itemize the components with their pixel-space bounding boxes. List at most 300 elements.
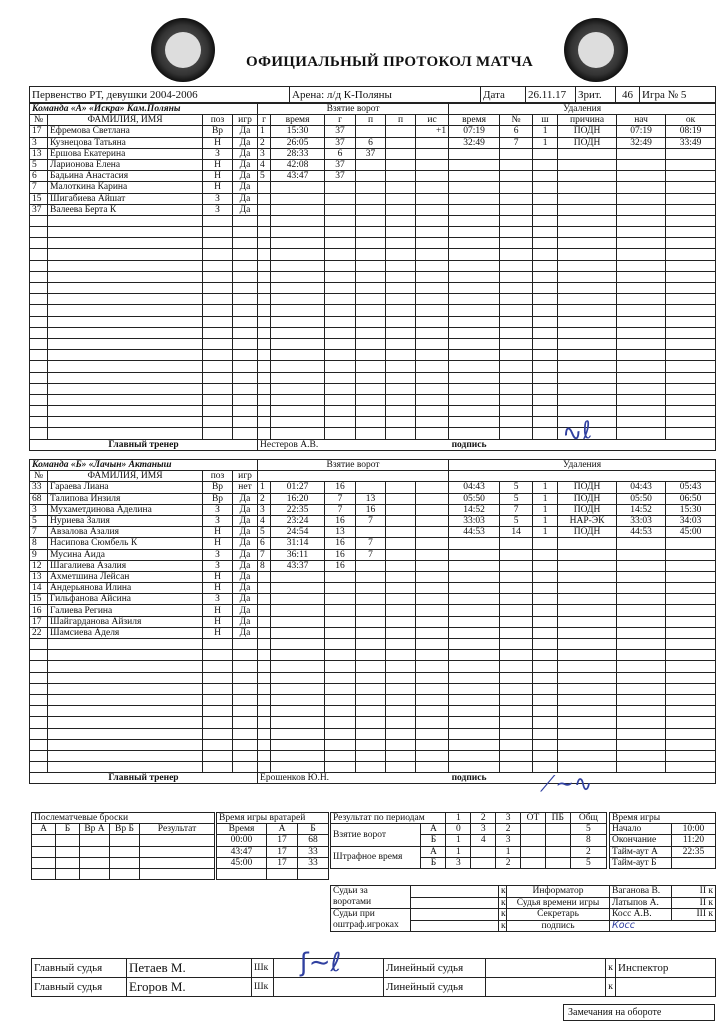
goal-time: [271, 706, 325, 717]
player-name: [48, 661, 203, 672]
penalty-start: [617, 739, 666, 750]
gk-title: Время игры вратарей: [217, 813, 329, 824]
goal-time: 15:30: [271, 126, 325, 137]
penalty-player: [500, 327, 533, 338]
goal-number: [258, 728, 271, 739]
player-name: [48, 683, 203, 694]
player-name: [48, 428, 203, 439]
player-position: [203, 249, 233, 260]
goal-number: [258, 594, 271, 605]
penalty-min: [533, 316, 558, 327]
player-position: [203, 294, 233, 305]
player-played: Да: [233, 594, 258, 605]
penalty-reason: [558, 193, 617, 204]
goal-scorer: 16: [325, 549, 356, 560]
goal-assist-1: [356, 672, 386, 683]
penalty-reason: [558, 661, 617, 672]
col-pnum: №: [500, 115, 533, 126]
penalty-start: [617, 249, 666, 260]
player-played: [233, 350, 258, 361]
goal-situation: [416, 193, 449, 204]
goal-scorer: 16: [325, 538, 356, 549]
penalty-reason: [558, 305, 617, 316]
goal-assist-2: [386, 661, 416, 672]
penalty-reason: [558, 338, 617, 349]
player-position: Вр: [203, 126, 233, 137]
team-a-coach: Нестеров А.В.: [258, 439, 500, 450]
player-number: [30, 271, 48, 282]
player-number: [30, 215, 48, 226]
player-number: [30, 762, 48, 773]
goal-time: [271, 294, 325, 305]
table-row: [30, 283, 716, 294]
goal-number: 4: [258, 159, 271, 170]
goal-assist-1: [356, 394, 386, 405]
player-number: [30, 706, 48, 717]
penalty-reason: [558, 294, 617, 305]
player-number: [30, 238, 48, 249]
goal-number: [258, 683, 271, 694]
player-played: Да: [233, 204, 258, 215]
goal-assist-2: [386, 283, 416, 294]
table-row: [30, 193, 716, 204]
penalty-end: [666, 204, 716, 215]
penalty-reason: [558, 350, 617, 361]
player-number: 16: [30, 605, 48, 616]
player-position: [203, 238, 233, 249]
goal-time: [271, 406, 325, 417]
linesman-label-1: Линейный судья: [384, 959, 486, 978]
penalty-min: [533, 661, 558, 672]
goal-number: [258, 639, 271, 650]
penalty-player: [500, 394, 533, 405]
player-played: [233, 338, 258, 349]
goal-time: [271, 672, 325, 683]
goal-assist-2: [386, 294, 416, 305]
goal-number: 2: [258, 137, 271, 148]
game-time-value: 22:35: [672, 846, 716, 857]
goal-assist-1: [356, 327, 386, 338]
goal-assist-2: [386, 249, 416, 260]
player-played: [233, 672, 258, 683]
penalty-time: [449, 283, 500, 294]
penalty-player: [500, 305, 533, 316]
player-number: [30, 394, 48, 405]
player-number: 3: [30, 504, 48, 515]
goal-scorer: [325, 639, 356, 650]
team-b-title: Команда «Б» «Лачын» Актаныш: [30, 460, 258, 471]
gk-cell: 00:00: [217, 835, 267, 846]
period-col: 1: [446, 813, 471, 824]
penalty-min: [533, 193, 558, 204]
player-position: [203, 350, 233, 361]
penalty-player: [500, 672, 533, 683]
penalty-player: 7: [500, 137, 533, 148]
table-row: [30, 148, 716, 159]
goal-assist-2: [386, 762, 416, 773]
penalty-end: 45:00: [666, 527, 716, 538]
penalty-start: [617, 372, 666, 383]
goal-number: [258, 650, 271, 661]
goal-assist-2: [386, 316, 416, 327]
gk-cell: 68: [298, 835, 329, 846]
goal-assist-2: [386, 171, 416, 182]
goal-assist-2: [386, 182, 416, 193]
player-position: [203, 361, 233, 372]
penalty-start: [617, 327, 666, 338]
player-position: Н: [203, 182, 233, 193]
goal-assist-2: [386, 372, 416, 383]
header-table: [29, 86, 716, 103]
player-name: Ефремова Светлана: [48, 126, 203, 137]
col-sh: ш: [533, 115, 558, 126]
player-position: [203, 406, 233, 417]
goal-time: [271, 605, 325, 616]
player-position: Н: [203, 159, 233, 170]
goal-number: 7: [258, 549, 271, 560]
penalty-min: [533, 204, 558, 215]
goal-assist-2: [386, 271, 416, 282]
period-col: ПБ: [545, 813, 570, 824]
penalty-time: [449, 316, 500, 327]
penalty-min: [533, 417, 558, 428]
goal-time: [271, 683, 325, 694]
player-name: Галиева Регина: [48, 605, 203, 616]
player-number: 13: [30, 571, 48, 582]
penalty-player: 5: [500, 482, 533, 493]
goal-time: 28:33: [271, 148, 325, 159]
player-number: [30, 283, 48, 294]
penalty-min: [533, 605, 558, 616]
col-pp: п: [386, 115, 416, 126]
penalty-player: [500, 159, 533, 170]
table-row: [30, 538, 716, 549]
referees-final: Главный судья Петаев М. Шк Линейный судья к Инспектор Главный судья Егоров М. Шк Линейный судья к: [31, 958, 716, 997]
player-name: [48, 283, 203, 294]
goal-time: 42:08: [271, 159, 325, 170]
penalty-end: 08:19: [666, 126, 716, 137]
penalty-end: 15:30: [666, 504, 716, 515]
goal-time: [271, 249, 325, 260]
goal-assist-1: [356, 383, 386, 394]
goal-assist-2: [386, 159, 416, 170]
player-number: 17: [30, 616, 48, 627]
gk-cell: 17: [267, 835, 298, 846]
player-played: [233, 327, 258, 338]
goal-number: 1: [258, 482, 271, 493]
goal-scorer: 16: [325, 515, 356, 526]
player-played: [233, 417, 258, 428]
player-number: 6: [30, 171, 48, 182]
period-cell: 5: [570, 824, 606, 835]
penalty-player: [500, 661, 533, 672]
penalty-time: 44:53: [449, 527, 500, 538]
player-number: 13: [30, 148, 48, 159]
player-number: [30, 305, 48, 316]
period-cell: [545, 846, 570, 857]
table-row: [30, 706, 716, 717]
table-row: [30, 383, 716, 394]
table-row: [30, 260, 716, 271]
penalty-start: [617, 717, 666, 728]
penalty-reason: [558, 694, 617, 705]
penalty-min: 1: [533, 126, 558, 137]
pen-row-label: Штрафное время: [331, 846, 421, 868]
goal-number: [258, 350, 271, 361]
goal-situation: [416, 627, 449, 638]
penalty-end: 33:49: [666, 137, 716, 148]
period-col: 3: [496, 813, 521, 824]
goal-situation: [416, 549, 449, 560]
player-number: [30, 227, 48, 238]
tatarstan-emblem-logo: [151, 18, 215, 82]
penalty-end: [666, 227, 716, 238]
penalty-reason: [558, 327, 617, 338]
penalty-time: [449, 171, 500, 182]
period-cell: Б: [421, 857, 446, 868]
table-row: [30, 571, 716, 582]
player-name: [48, 672, 203, 683]
penalty-start: 04:43: [617, 482, 666, 493]
goal-number: 5: [258, 171, 271, 182]
goal-situation: [416, 762, 449, 773]
player-played: [233, 383, 258, 394]
goal-number: [258, 283, 271, 294]
player-name: [48, 361, 203, 372]
penalty-min: [533, 683, 558, 694]
penalty-min: [533, 717, 558, 728]
penalty-time: [449, 750, 500, 761]
penalty-start: [617, 338, 666, 349]
goal-situation: [416, 159, 449, 170]
penalty-start: [617, 750, 666, 761]
goal-scorer: 37: [325, 137, 356, 148]
goal-assist-1: [356, 159, 386, 170]
goal-assist-1: [356, 428, 386, 439]
player-name: Шигабиева Айшат: [48, 193, 203, 204]
gk-cell: 17: [267, 857, 298, 868]
goal-time: [271, 193, 325, 204]
penalty-end: [666, 538, 716, 549]
penalty-player: [500, 594, 533, 605]
penalty-time: [449, 650, 500, 661]
goal-time: [271, 327, 325, 338]
team-a-coach-signature: ∿ℓ: [559, 415, 595, 449]
goal-assist-1: [356, 639, 386, 650]
penalty-start: 32:49: [617, 137, 666, 148]
goal-number: 6: [258, 538, 271, 549]
goal-assist-1: [356, 215, 386, 226]
penalty-end: [666, 650, 716, 661]
player-played: [233, 728, 258, 739]
penalty-start: [617, 361, 666, 372]
date-label: Дата: [481, 87, 526, 103]
player-position: [203, 316, 233, 327]
goal-scorer: [325, 372, 356, 383]
goal-number: 4: [258, 515, 271, 526]
penalty-end: [666, 694, 716, 705]
penalty-time: [449, 571, 500, 582]
goal-assist-2: [386, 683, 416, 694]
penalty-end: [666, 238, 716, 249]
goal-time: [271, 750, 325, 761]
penalty-min: [533, 538, 558, 549]
goal-assist-2: [386, 605, 416, 616]
shootout-table: [31, 812, 215, 880]
player-played: Да: [233, 549, 258, 560]
goal-time: [271, 694, 325, 705]
goal-time: [271, 571, 325, 582]
goal-situation: [416, 383, 449, 394]
goal-situation: [416, 260, 449, 271]
penalty-start: [617, 571, 666, 582]
goal-situation: [416, 204, 449, 215]
goal-time: [271, 627, 325, 638]
penalty-end: 06:50: [666, 493, 716, 504]
player-number: [30, 650, 48, 661]
penalty-reason: ПОДН: [558, 482, 617, 493]
goal-scorer: [325, 605, 356, 616]
goal-time: [271, 238, 325, 249]
player-number: [30, 417, 48, 428]
player-name: [48, 417, 203, 428]
goal-assist-1: [356, 728, 386, 739]
goal-number: 5: [258, 527, 271, 538]
goal-situation: [416, 372, 449, 383]
table-row: [30, 327, 716, 338]
goal-number: [258, 661, 271, 672]
player-number: 33: [30, 482, 48, 493]
goal-situation: [416, 560, 449, 571]
team-b-table: [29, 459, 716, 784]
goal-number: 1: [258, 126, 271, 137]
penalty-reason: [558, 171, 617, 182]
penalty-min: [533, 394, 558, 405]
table-row: [30, 694, 716, 705]
penalty-min: [533, 739, 558, 750]
team-a-signature-label: подпись: [500, 439, 716, 450]
col-name: ФАМИЛИЯ, ИМЯ: [48, 471, 203, 482]
player-name: Шамсиева Аделя: [48, 627, 203, 638]
penalty-reason: ПОДН: [558, 493, 617, 504]
penalty-min: [533, 338, 558, 349]
penalty-start: [617, 694, 666, 705]
penalty-min: [533, 560, 558, 571]
goal-scorer: 13: [325, 527, 356, 538]
penalty-player: [500, 717, 533, 728]
goal-scorer: [325, 182, 356, 193]
table-row: [30, 616, 716, 627]
goal-scorer: [325, 283, 356, 294]
goal-assist-1: [356, 583, 386, 594]
penalty-time: 04:43: [449, 482, 500, 493]
goal-situation: [416, 350, 449, 361]
table-row: [30, 361, 716, 372]
player-position: З: [203, 594, 233, 605]
penalty-end: [666, 571, 716, 582]
goal-assist-2: [386, 538, 416, 549]
game-time-label: Тайм-аут Б: [610, 857, 672, 868]
date-value: 26.11.17: [526, 87, 576, 103]
goal-scorer: [325, 706, 356, 717]
col-ptime: время: [449, 115, 500, 126]
periods-table: [330, 812, 607, 869]
table-row: [30, 560, 716, 571]
goal-assist-1: [356, 594, 386, 605]
table-row: [30, 406, 716, 417]
penalty-end: [666, 383, 716, 394]
penalty-start: [617, 394, 666, 405]
penalty-reason: [558, 717, 617, 728]
goal-assist-2: [386, 417, 416, 428]
player-played: [233, 238, 258, 249]
player-position: [203, 394, 233, 405]
period-cell: 2: [570, 846, 606, 857]
goal-scorer: [325, 571, 356, 582]
player-number: [30, 372, 48, 383]
goal-number: [258, 571, 271, 582]
timekeeper-label: Судья времени игры: [507, 897, 610, 909]
goal-time: [271, 417, 325, 428]
penalty-min: [533, 361, 558, 372]
penalty-reason: [558, 361, 617, 372]
penalty-reason: [558, 583, 617, 594]
goal-number: [258, 294, 271, 305]
player-played: [233, 305, 258, 316]
col-name: ФАМИЛИЯ, ИМЯ: [48, 115, 203, 126]
penalty-end: [666, 193, 716, 204]
goal-scorer: 16: [325, 482, 356, 493]
player-number: [30, 249, 48, 260]
player-number: 37: [30, 204, 48, 215]
penalty-end: [666, 661, 716, 672]
penalty-start: [617, 583, 666, 594]
player-number: 7: [30, 527, 48, 538]
goal-scorer: [325, 305, 356, 316]
gk-cell: 43:47: [217, 846, 267, 857]
goal-assist-1: [356, 650, 386, 661]
penalty-player: [500, 683, 533, 694]
goal-assist-2: [386, 383, 416, 394]
penalty-time: 14:52: [449, 504, 500, 515]
goal-situation: [416, 361, 449, 372]
penalty-time: [449, 383, 500, 394]
player-name: [48, 639, 203, 650]
penalty-min: [533, 283, 558, 294]
goal-number: [258, 361, 271, 372]
goal-scorer: [325, 717, 356, 728]
goal-time: [271, 316, 325, 327]
goal-number: [258, 428, 271, 439]
player-played: Да: [233, 571, 258, 582]
player-name: Нуриева Залия: [48, 515, 203, 526]
goal-assist-1: [356, 739, 386, 750]
goal-assist-2: [386, 428, 416, 439]
goal-scorer: 37: [325, 159, 356, 170]
goal-assist-1: [356, 283, 386, 294]
goal-situation: [416, 417, 449, 428]
player-number: 68: [30, 493, 48, 504]
period-cell: А: [421, 846, 446, 857]
penalty-player: [500, 204, 533, 215]
goal-situation: [416, 683, 449, 694]
player-played: Да: [233, 193, 258, 204]
table-row: [30, 126, 716, 137]
player-position: [203, 639, 233, 650]
player-played: [233, 249, 258, 260]
player-position: З: [203, 193, 233, 204]
penalty-min: 1: [533, 493, 558, 504]
